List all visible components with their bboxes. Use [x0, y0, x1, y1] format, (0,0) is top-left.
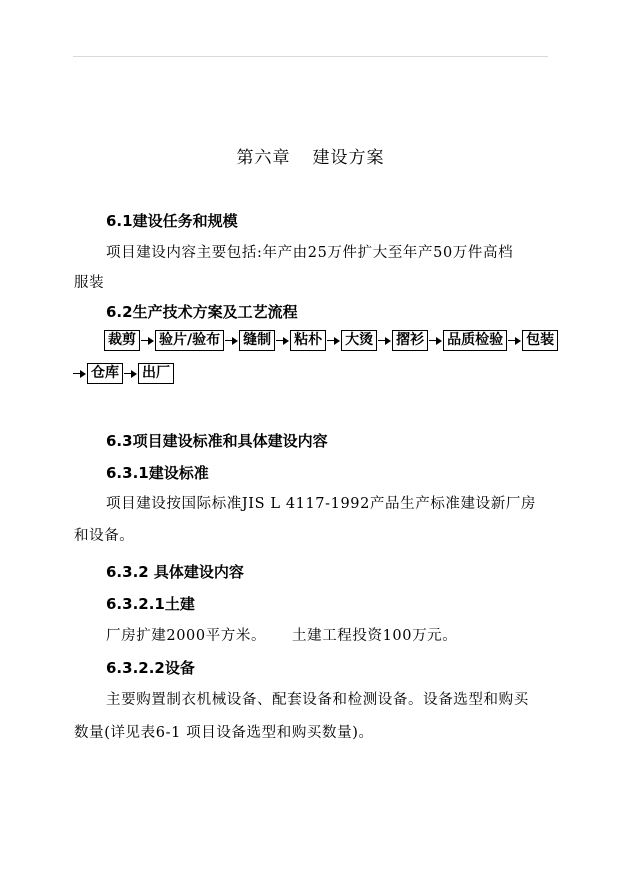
flow-arrow-icon [275, 331, 290, 351]
flow-arrow-icon [428, 331, 443, 351]
chapter-title [0, 143, 621, 168]
section-6-3-2-1-text-b: 土建工程投资100万元。 [292, 628, 458, 644]
flow-arrow-icon [507, 331, 522, 351]
flow-step-folding: 摺衫 [392, 330, 428, 351]
section-6-3-2-1-heading: 6.3.2.1土建 [106, 595, 195, 613]
flow-arrow-icon [224, 331, 239, 351]
section-6-1-heading: 6.1建设任务和规模 [106, 212, 238, 230]
section-6-3-2-2-heading: 6.3.2.2设备 [106, 659, 195, 677]
flow-arrow-icon [72, 364, 87, 384]
section-6-3-1-line1: 项目建设按国际标准JIS L 4117-1992产品生产标准建设新厂房 [106, 496, 537, 512]
section-6-3-1-heading: 6.3.1建设标准 [106, 464, 209, 482]
header-rule [73, 56, 548, 57]
process-flow-row-2 [72, 363, 174, 384]
flow-step-packing: 包装 [522, 330, 558, 351]
flow-step-warehouse: 仓库 [87, 363, 123, 384]
flow-step-sewing: 缝制 [239, 330, 275, 351]
section-6-2-heading: 6.2生产技术方案及工艺流程 [106, 303, 298, 321]
section-6-1-line1: 项目建设内容主要包括:年产由25万件扩大至年产50万件高档 [106, 245, 514, 261]
section-6-3-2-1-text-a: 厂房扩建2000平方米。 [106, 628, 267, 644]
flow-arrow-icon [140, 331, 155, 351]
section-6-3-2-2-line2: 数量(详见表6-1 项目设备选型和购买数量)。 [74, 725, 374, 741]
section-6-3-1-line2: 和设备。 [74, 528, 135, 544]
flow-step-inspect-pieces: 验片/验布 [155, 330, 224, 351]
flow-step-pressing: 大烫 [341, 330, 377, 351]
flow-step-cutting: 裁剪 [104, 330, 140, 351]
flow-arrow-icon [326, 331, 341, 351]
section-6-3-2-2-line1: 主要购置制衣机械设备、配套设备和检测设备。设备选型和购买 [106, 692, 529, 708]
flow-step-shipment: 出厂 [138, 363, 174, 384]
section-6-3-heading: 6.3项目建设标准和具体建设内容 [106, 432, 328, 450]
flow-step-quality-check: 品质检验 [443, 330, 507, 351]
section-6-1-line2: 服装 [74, 275, 105, 291]
flow-step-fusing: 粘朴 [290, 330, 326, 351]
section-6-3-2-heading: 6.3.2 具体建设内容 [106, 563, 244, 581]
process-flow-row-1 [86, 330, 558, 351]
chapter-number: 第六章 [236, 148, 291, 168]
flow-arrow-icon [123, 364, 138, 384]
chapter-name: 建设方案 [312, 148, 385, 168]
flow-arrow-icon [377, 331, 392, 351]
